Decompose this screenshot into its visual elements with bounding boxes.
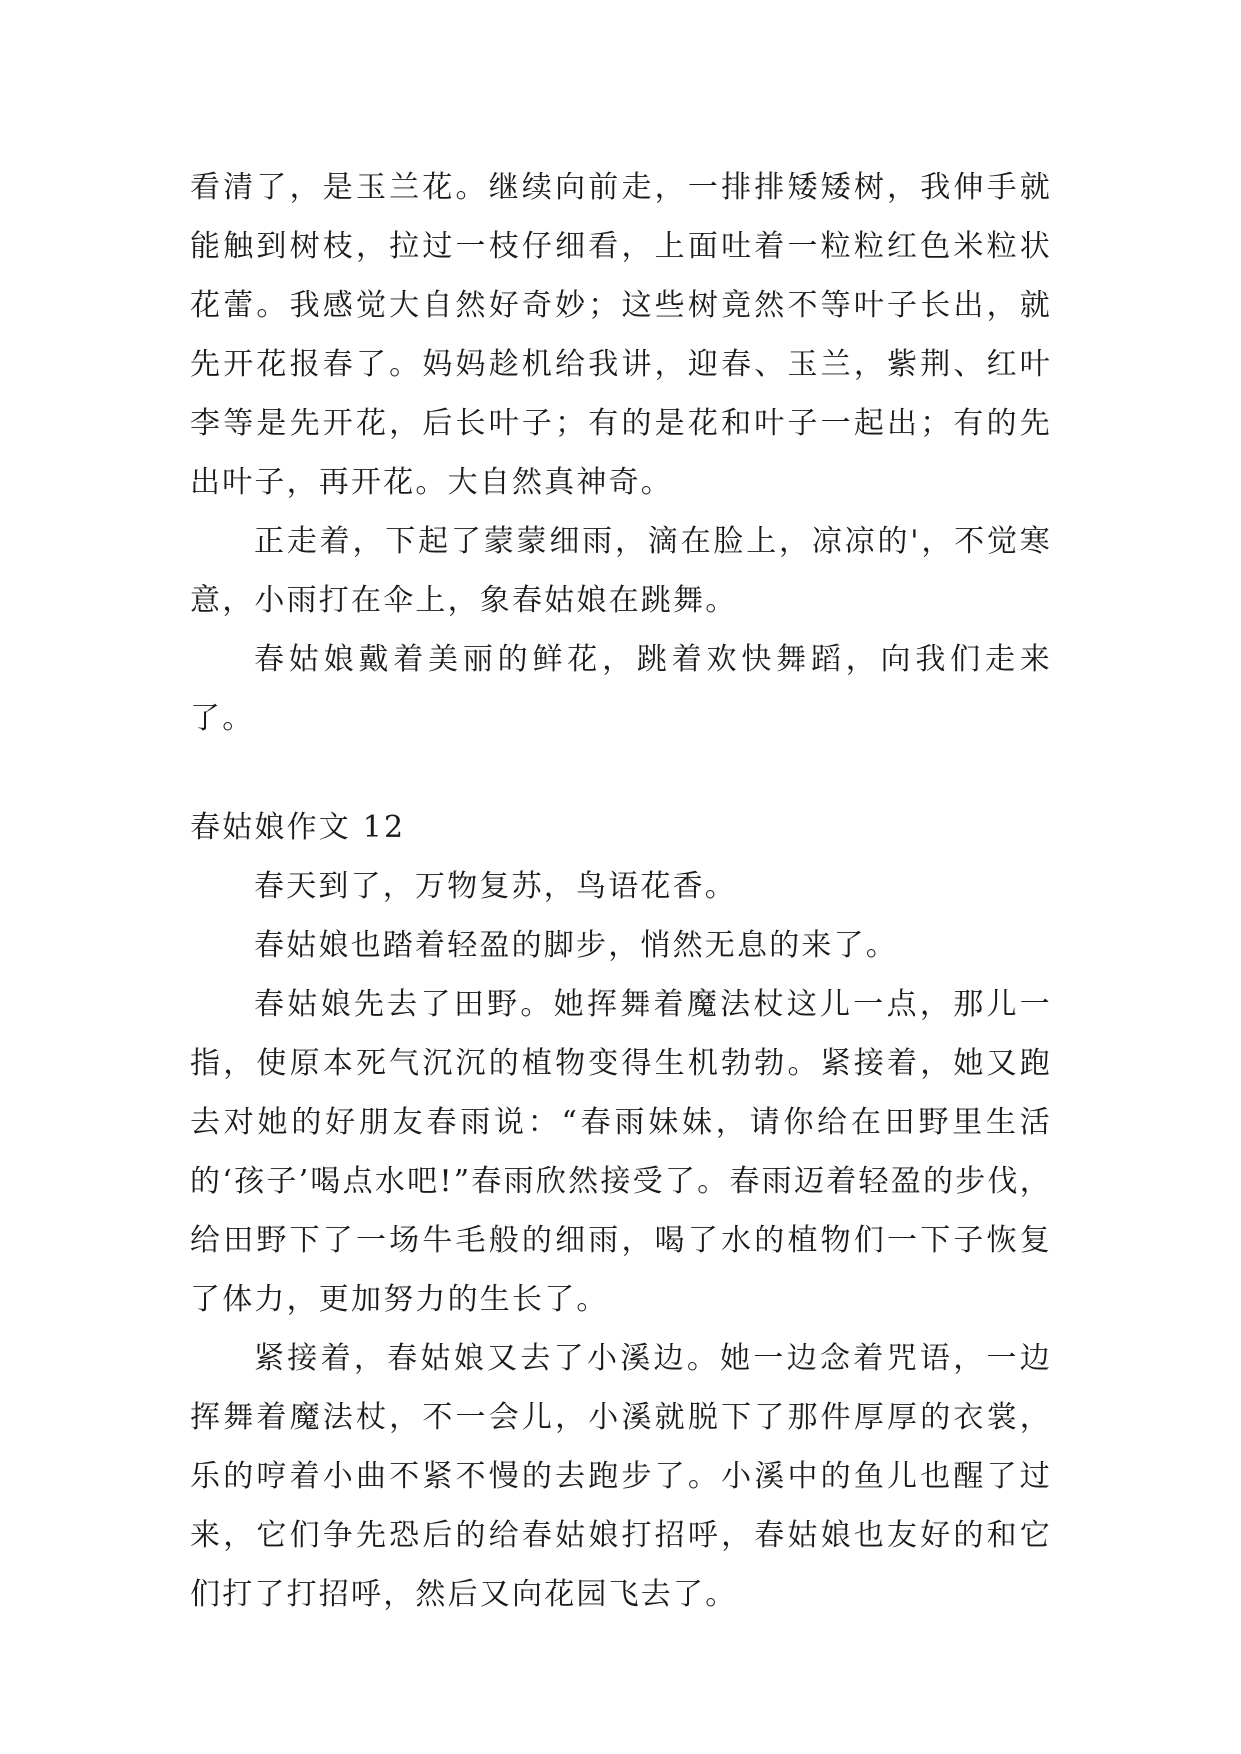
- paragraph-continued-2: 正走着，下起了蒙蒙细雨，滴在脸上，凉凉的'，不觉寒意，小雨打在伞上，象春姑娘在跳舞。: [190, 524, 1052, 618]
- document-body: [190, 158, 1052, 1624]
- paragraph-continued-1: 看清了，是玉兰花。继续向前走，一排排矮矮树，我伸手就能触到树枝，拉过一枝仔细看，上面吐着一粒粒红色米粒状花蕾。我感觉大自然好奇妙；这些树竟然不等叶子长出，就先开花报春了。妈妈趁机给我讲，迎春、玉兰，紫荆、红叶李等是先开花，后长叶子；有的是花和叶子一起出；有的先出叶子，再开花。大自然真神奇。: [190, 170, 1052, 500]
- section-paragraph-1: 春天到了，万物复苏，鸟语花香。: [254, 869, 737, 904]
- section-title: 春姑娘作文 12: [190, 810, 406, 845]
- section-paragraph-4: 紧接着，春姑娘又去了小溪边。她一边念着咒语，一边挥舞着魔法杖，不一会儿，小溪就脱下了那件厚厚的衣裳，乐的哼着小曲不紧不慢的去跑步了。小溪中的鱼儿也醒了过来，它们争先恐后的给春姑娘打招呼，春姑娘也友好的和它们打了打招呼，然后又向花园飞去了。: [190, 1341, 1052, 1612]
- section-paragraph-2: 春姑娘也踏着轻盈的脚步，悄然无息的来了。: [254, 928, 898, 963]
- section-paragraph-3: 春姑娘先去了田野。她挥舞着魔法杖这儿一点，那儿一指，使原本死气沉沉的植物变得生机勃勃。紧接着，她又跑去对她的好朋友春雨说：“春雨妹妹，请你给在田野里生活的‘孩子’喝点水吧!”春雨欣然接受了。春雨迈着轻盈的步伐，给田野下了一场牛毛般的细雨，喝了水的植物们一下子恢复了体力，更加努力的生长了。: [190, 987, 1052, 1317]
- paragraph-continued-3: 春姑娘戴着美丽的鲜花，跳着欢快舞蹈，向我们走来了。: [190, 642, 1052, 736]
